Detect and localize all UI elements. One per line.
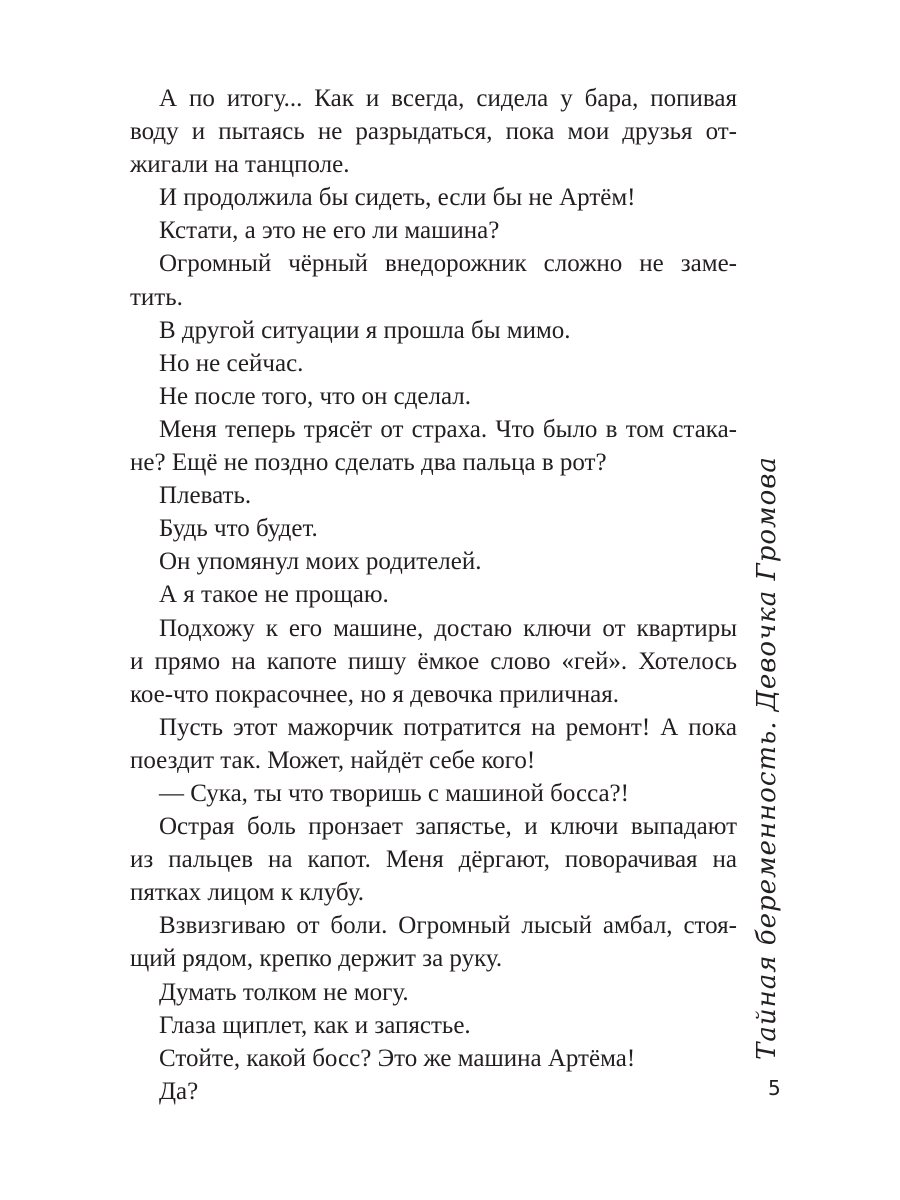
text-line: Глаза щиплет, как и запястье. <box>159 1011 471 1039</box>
text-line: поездит так. Может, найдёт себе кого! <box>130 746 536 774</box>
text-line: жигали на танцполе. <box>130 151 350 179</box>
text-line: тить. <box>130 283 183 311</box>
text-line: кое-что покрасочнее, но я девочка приличная. <box>130 680 620 708</box>
text-line: Не после того, что он сделал. <box>159 382 472 410</box>
text-line: В другой ситуации я прошла бы мимо. <box>159 316 571 344</box>
text-line: Кстати, а это не его ли машина? <box>159 217 500 245</box>
body-text <box>130 82 737 1108</box>
text-line: из пальцев на капот. Меня дёргают, поворачивая на <box>130 846 737 874</box>
text-line: И продолжила бы сидеть, если бы не Артём! <box>159 184 636 212</box>
text-line: воду и пытаясь не разрыдаться, пока мои друзья от- <box>130 118 737 146</box>
text-line: Подхожу к его машине, достаю ключи от квартиры <box>159 614 737 642</box>
text-line: А по итогу... Как и всегда, сидела у бара, попивая <box>159 85 737 112</box>
running-title: Тайная беременность. Девочка Громова <box>752 456 782 1060</box>
text-line: Думать толком не могу. <box>159 978 409 1006</box>
text-line: Огромный чёрный внедорожник сложно не заме- <box>159 250 737 278</box>
text-line: Но не сейчас. <box>159 349 304 377</box>
page-number: 5 <box>768 1076 781 1100</box>
text-line: и прямо на капоте пишу ёмкое слово «гей». Хотелось <box>130 647 737 675</box>
text-line: Плевать. <box>159 482 252 510</box>
text-line: Будь что будет. <box>159 515 318 543</box>
dialogue-line: — Сука, ты что творишь с машиной босса?! <box>159 779 629 807</box>
text-line: Да? <box>159 1077 199 1105</box>
text-line: не? Ещё не поздно сделать два пальца в рот? <box>130 449 607 477</box>
text-line: Стойте, какой босс? Это же машина Артёма! <box>159 1044 636 1072</box>
text-line: Он упомянул моих родителей. <box>159 548 482 576</box>
text-line: Взвизгиваю от боли. Огромный лысый амбал, стоя- <box>159 912 737 940</box>
text-line: А я такое не прощаю. <box>159 581 389 609</box>
text-line: щий рядом, крепко держит за руку. <box>130 945 503 973</box>
text-line: Острая боль пронзает запястье, и ключи выпадают <box>159 813 737 841</box>
text-line: Пусть этот мажорчик потратится на ремонт! А пока <box>159 713 737 741</box>
text-line: пятках лицом к клубу. <box>130 879 364 907</box>
text-line: Меня теперь трясёт от страха. Что было в том стака- <box>159 415 737 443</box>
